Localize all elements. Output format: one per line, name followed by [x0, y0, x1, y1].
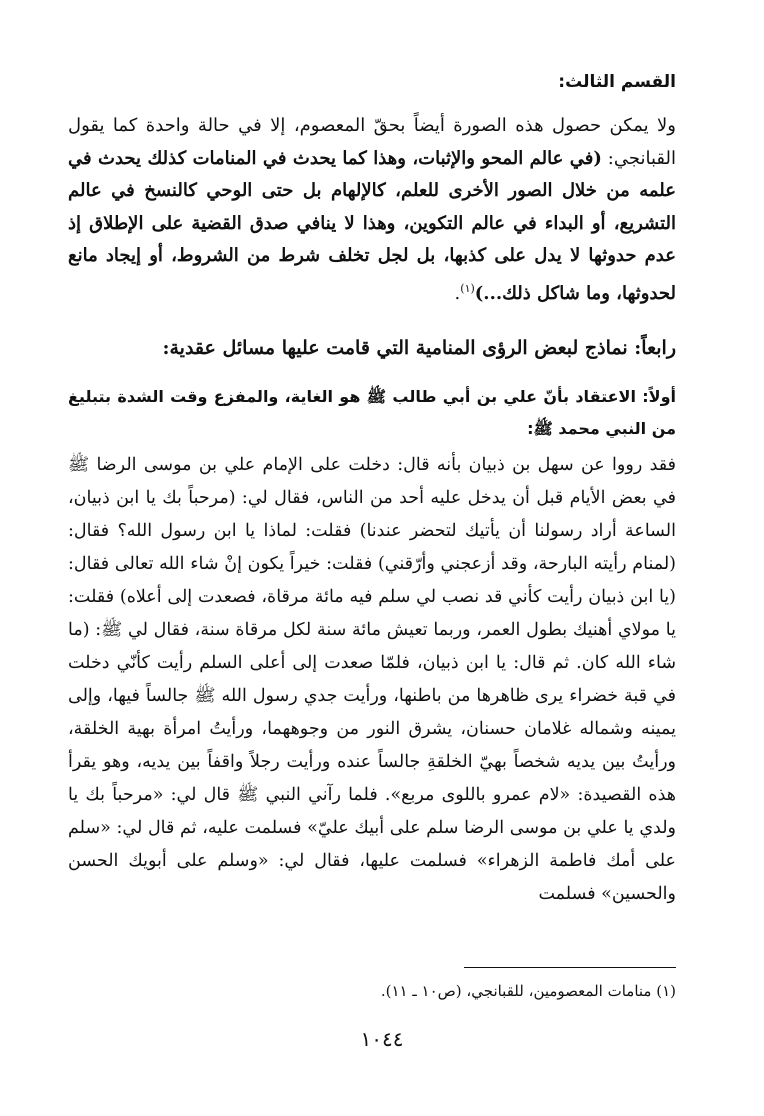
heading-first: أولاً: الاعتقاد بأنّ علي بن أبي طالب ﷺ هو الغاية، والمفزع وقت الشدة بتبليغ من النبي محمد ﷺ: [68, 387, 676, 438]
paragraph-1-quote: (في عالم المحو والإثبات، وهذا كما يحدث في المنامات كذلك يحدث في علمه من خلال الصور الأخرى للعلم، كالإلهام بل حتى الوحي كالنسخ في عالم التشريع، أو البداء في عالم التكوين، وهذا لا ينافي صدق القضية على الإطلاق إذ عدم حدوثها لا يدل على كذبها، بل لجل تخلف شرط من الشروط، أو إيجاد مانع لحدوثها، وما شاكل ذلك...) [68, 147, 676, 304]
paragraph-1-intro: ولا يمكن حصول هذه الصورة أيضاً بحقّ المعصوم، إلا في حالة واحدة كما يقول القبانجي: [68, 115, 676, 169]
footnote: (١) منامات المعصومين، للقبانجي، (ص١٠ ـ ١١). [380, 982, 676, 1000]
section-title: القسم الثالث: [558, 72, 676, 92]
footnote-reference[interactable]: (١) [460, 281, 475, 295]
paragraph-2 [68, 449, 676, 911]
page-number: ١٠٤٤ [360, 1027, 404, 1051]
heading-fourth: رابعاً: نماذج لبعض الرؤى المنامية التي قامت عليها مسائل عقدية: [162, 337, 676, 359]
footnote-divider [464, 967, 676, 968]
paragraph-1 [68, 110, 676, 310]
paragraph-2-text: فقد رووا عن سهل بن ذبيان بأنه قال: دخلت على الإمام علي بن موسى الرضا ﷺ في بعض الأيام قبل أن يدخل عليه أحد من الناس، فقال لي: (مرحباً بك يا ابن ذبيان، الساعة أراد رسولنا أن يأتيك لتحضر عندنا) فقلت: لماذا يا ابن رسول الله؟ فقال: (لمنام رأيته البارحة، وقد أزعجني وأرّقني) فقلت: خيراً يكون إنْ شاء الله تعالى فقال: (يا ابن ذبيان رأيت كأني قد نصب لي سلم فيه مائة مرقاة، فصعدت إلى أعلاه) فقلت: يا مولاي أهنيك بطول العمر، وربما تعيش مائة سنة لكل مرقاة سنة، فقال لي ﷺ: (ما شاء الله كان. ثم قال: يا ابن ذبيان، فلمّا صعدت إلى أعلى السلم رأيت كأنّي دخلت في قبة خضراء يرى ظاهرها من باطنها، ورأيت جدي رسول الله ﷺ جالساً فيها، وإلى يمينه وشماله غلامان حسنان، يشرق النور من وجوههما، ورأيتُ امرأة بهية الخلقة، ورأيتُ بين يديه شخصاً بهيّ الخلقةِ جالساً عنده ورأيت رجلاً واقفاً بين يديه، وهو يقرأ هذه القصيدة: «لام عمرو باللوى مربع». فلما رآني النبي ﷺ قال لي: «مرحباً بك يا ولدي يا علي بن موسى الرضا سلم على أبيك عليّ» فسلمت عليه، ثم قال لي: «سلم على أمك فاطمة الزهراء» فسلمت عليها، فقال لي: «وسلم على أبويك الحسن والحسين» فسلمت [68, 455, 676, 904]
paragraph-1-end: . [454, 282, 461, 304]
